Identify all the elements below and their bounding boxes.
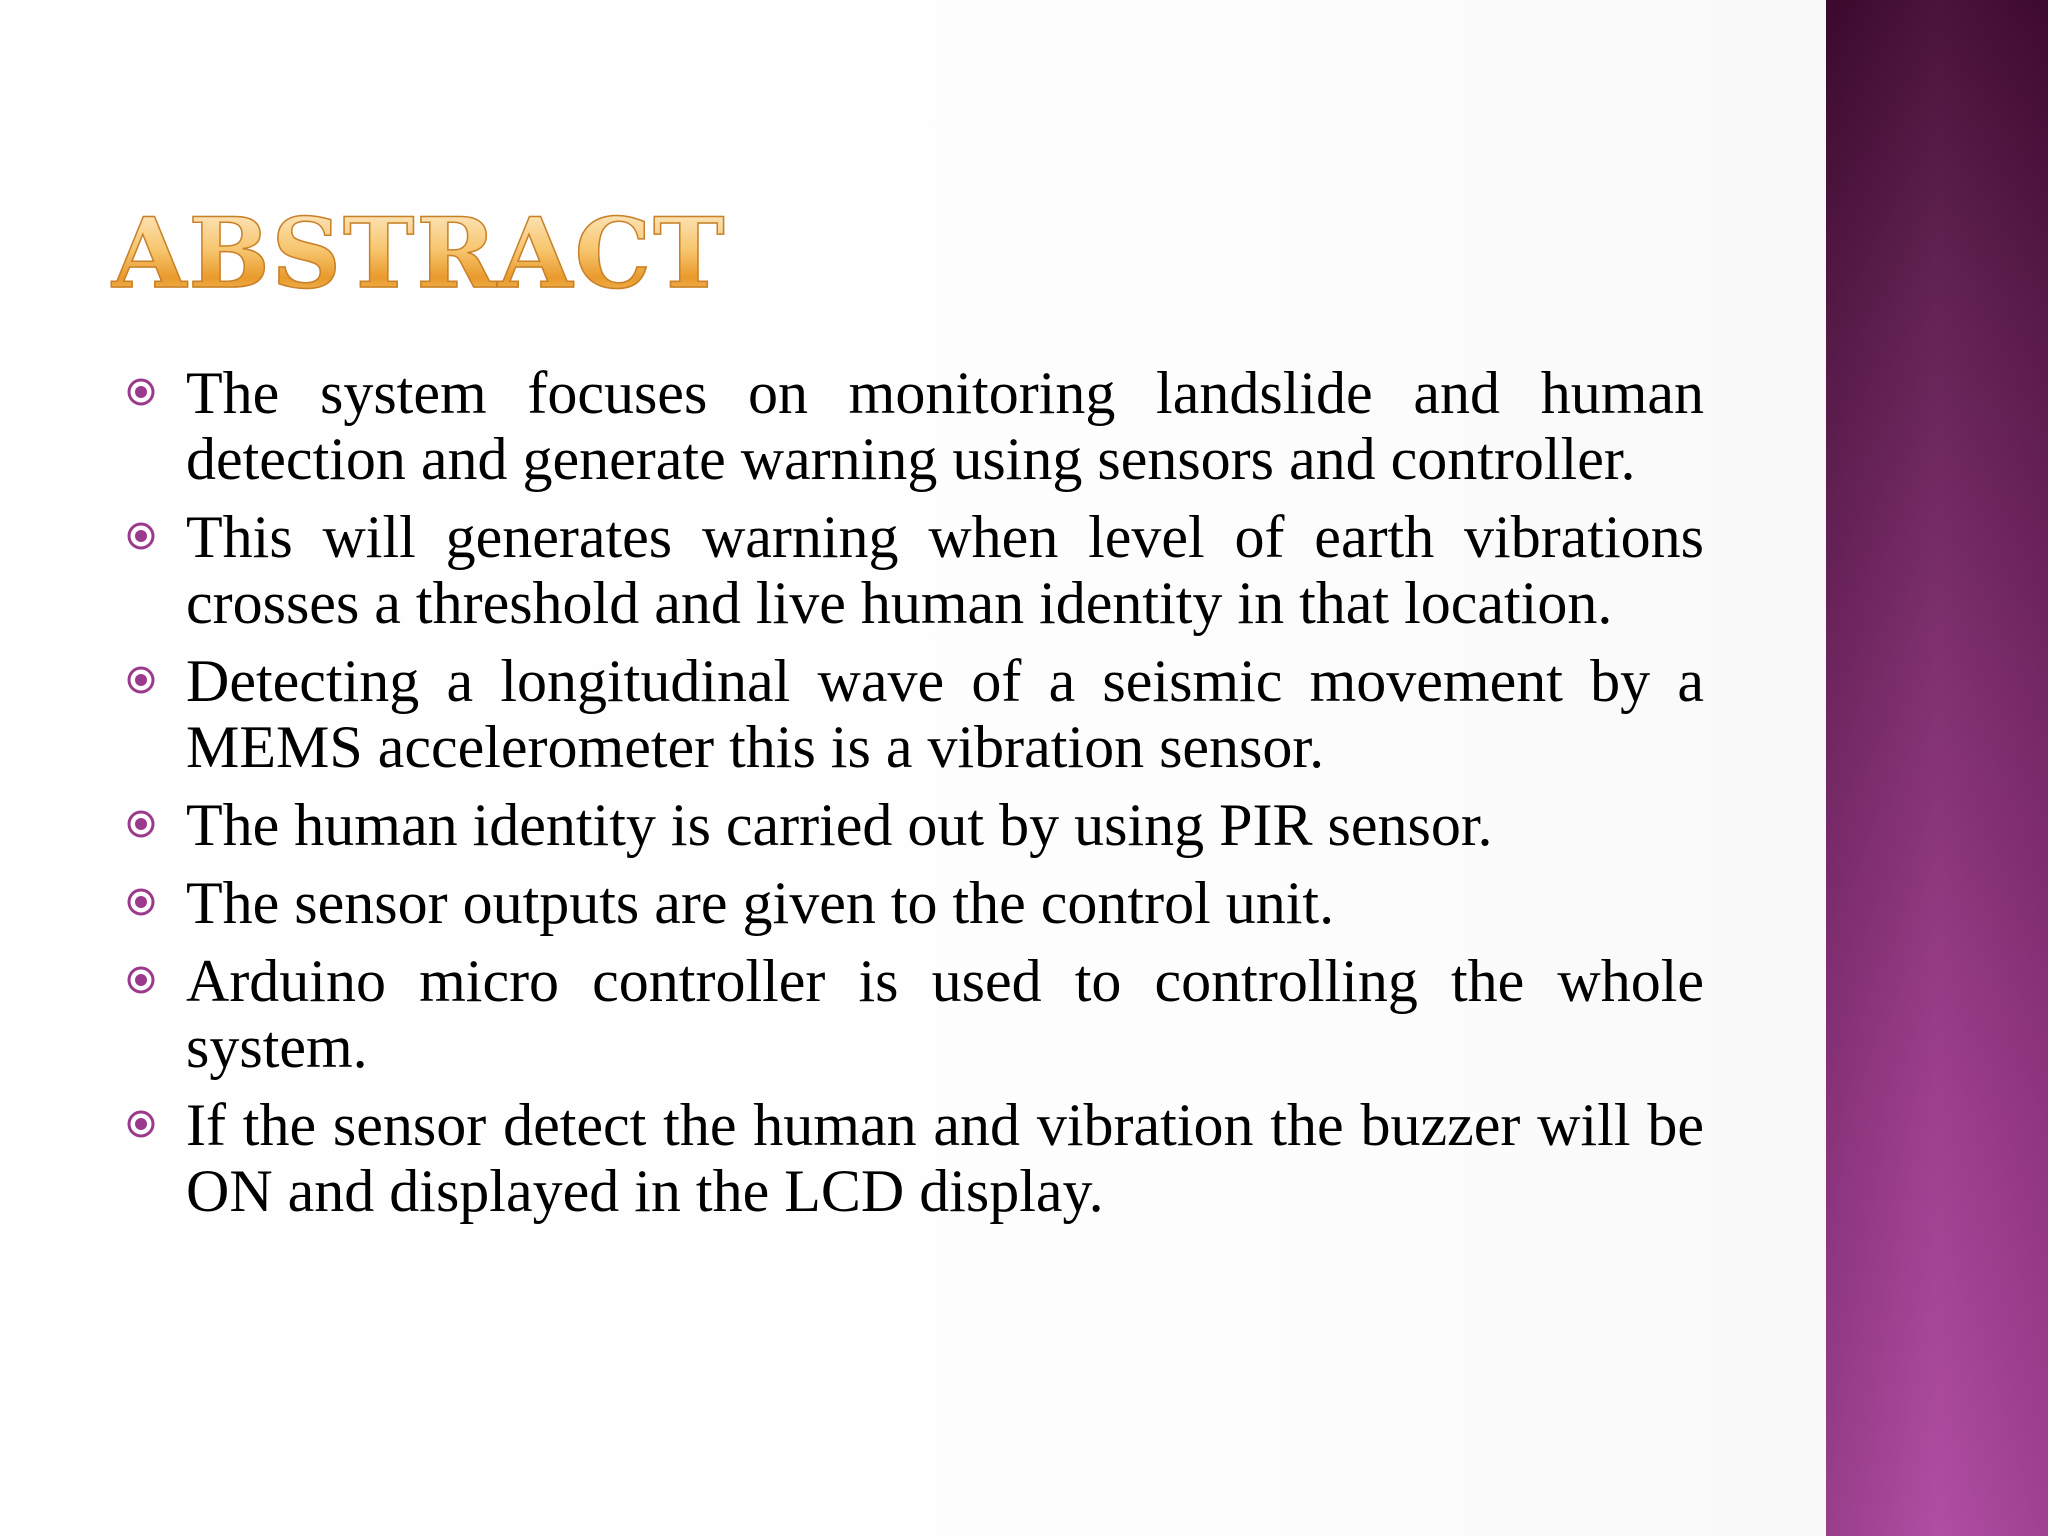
bullet-item — [126, 504, 1704, 636]
circled-dot-icon — [126, 360, 186, 424]
circled-dot-icon — [126, 870, 186, 934]
bullet-text: If the sensor detect the human and vibration the buzzer will be ON and displayed in the LCD display. — [186, 1092, 1704, 1224]
bullet-item — [126, 1092, 1704, 1224]
bullet-text: Detecting a longitudinal wave of a seismic movement by a MEMS accelerometer this is a vibration sensor. — [186, 648, 1704, 780]
circled-dot-icon — [126, 648, 186, 712]
bullet-item — [126, 870, 1704, 936]
bullet-text: The human identity is carried out by using PIR sensor. — [186, 792, 1493, 858]
bullet-text: The sensor outputs are given to the control unit. — [186, 870, 1335, 936]
bullet-text: The system focuses on monitoring landslide and human detection and generate warning using sensors and controller. — [186, 360, 1704, 492]
bullet-text: This will generates warning when level of earth vibrations crosses a threshold and live human identity in that location. — [186, 504, 1704, 636]
circled-dot-icon — [126, 1092, 186, 1156]
side-decoration-band — [1826, 0, 2048, 1536]
bullet-list — [126, 360, 1704, 1236]
bullet-item — [126, 792, 1704, 858]
bullet-item — [126, 648, 1704, 780]
circled-dot-icon — [126, 792, 186, 856]
bullet-text: Arduino micro controller is used to controlling the whole system. — [186, 948, 1704, 1080]
circled-dot-icon — [126, 504, 186, 568]
slide-title: ABSTRACT — [112, 197, 727, 310]
circled-dot-icon — [126, 948, 186, 1012]
bullet-item — [126, 948, 1704, 1080]
bullet-item — [126, 360, 1704, 492]
